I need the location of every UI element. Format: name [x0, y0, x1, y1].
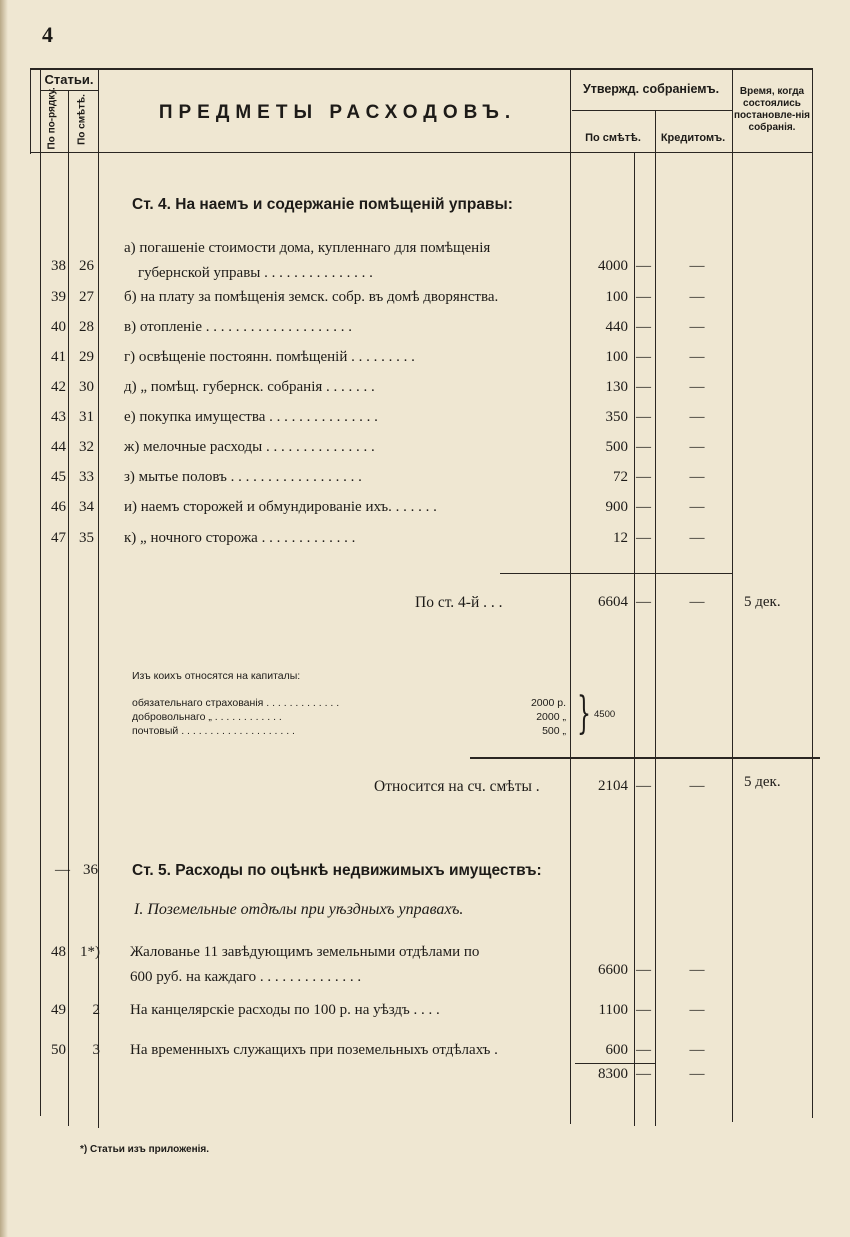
row-description	[130, 998, 574, 1023]
page-edge	[0, 0, 8, 1237]
row-amount: 130	[605, 379, 628, 395]
row-number: 46	[51, 499, 66, 515]
row-smeta-number: 28	[79, 319, 94, 335]
row-dash-1: —	[636, 409, 651, 425]
row-amount: 100	[605, 349, 628, 365]
section-5-subtotal: 8300	[598, 1066, 628, 1082]
row-dash-2: —	[689, 1002, 705, 1018]
row-smeta-number: 33	[79, 469, 94, 485]
row-amount: 6600	[598, 962, 628, 978]
smeta-date: 5 дек.	[744, 774, 781, 790]
row-smeta-number: 26	[79, 258, 94, 274]
row-smeta-number: 31	[79, 409, 94, 425]
section-5-num-2: 36	[83, 862, 98, 878]
row-description-line-1: г) освѣщеніе постоянн. помѣщеній . . . . . . . . .	[124, 349, 415, 365]
row-description	[124, 405, 568, 430]
row-description	[130, 1038, 574, 1063]
row-description-line-1: и) наемъ сторожей и обмундированіе ихъ. . . . . . .	[124, 499, 437, 515]
row-dash-1: —	[636, 469, 651, 485]
capital-brace: }	[577, 688, 591, 739]
row-description	[124, 375, 568, 400]
row-description	[124, 236, 568, 286]
section-5-subtitle: I. Поземельные отдѣлы при уѣздныхъ управахъ.	[134, 901, 464, 918]
row-smeta-number: 27	[79, 289, 94, 305]
row-dash-1: —	[636, 289, 651, 305]
row-amount: 100	[605, 289, 628, 305]
capitals-total: 4500	[594, 709, 616, 720]
row-dash-1: —	[636, 1042, 651, 1058]
row-description-line-2: губернской управы . . . . . . . . . . . . . . .	[138, 265, 373, 281]
row-description-line-2: 600 руб. на каждаго . . . . . . . . . . . . . .	[130, 969, 362, 985]
capital-label: добровольнаго „ . . . . . . . . . . . .	[132, 711, 282, 723]
header-title: ПРЕДМЕТЫ РАСХОДОВЪ.	[158, 102, 517, 123]
row-description	[124, 526, 568, 551]
section-5-title: Ст. 5. Расходы по оцѣнкѣ недвижимыхъ имуществъ:	[132, 862, 542, 879]
header-po-smete: По смѣтѣ.	[76, 94, 88, 145]
row-dash-2: —	[689, 499, 705, 515]
section-4-total-dash-1: —	[636, 594, 651, 610]
row-number: 43	[51, 409, 66, 425]
page-number: 4	[42, 22, 53, 47]
row-dash-1: —	[636, 258, 651, 274]
row-description-line-1: в) отопленіе . . . . . . . . . . . . . . . . . . . .	[124, 319, 353, 335]
capital-label: почтовый . . . . . . . . . . . . . . . . . . . .	[132, 725, 295, 737]
row-number: 42	[51, 379, 66, 395]
smeta-dash-1: —	[636, 778, 651, 794]
row-dash-1: —	[636, 439, 651, 455]
row-amount: 72	[613, 469, 628, 485]
capital-value: 500 „	[542, 725, 566, 737]
section-4-total-dash-2: —	[689, 594, 705, 610]
row-smeta-number: 1*)	[80, 944, 100, 960]
row-number: 38	[51, 258, 66, 274]
row-amount: 4000	[598, 258, 628, 274]
row-dash-1: —	[636, 530, 651, 546]
header-po-smete-col: По смѣтѣ.	[585, 132, 641, 144]
row-dash-2: —	[689, 409, 705, 425]
row-description	[124, 495, 568, 520]
row-description	[124, 435, 568, 460]
row-smeta-number: 3	[92, 1042, 100, 1058]
smeta-dash-2: —	[689, 778, 705, 794]
section-5-subtotal-dash-2: —	[689, 1066, 705, 1082]
row-description-line-1: ж) мелочные расходы . . . . . . . . . . . . . . .	[124, 439, 375, 455]
row-number: 40	[51, 319, 66, 335]
row-number: 39	[51, 289, 66, 305]
section-4-title: Ст. 4. На наемъ и содержаніе помѣщеній управы:	[132, 196, 513, 213]
row-description-line-1: к) „ ночного сторожа . . . . . . . . . . . . .	[124, 530, 356, 546]
row-amount: 12	[613, 530, 628, 546]
header-statii: Статьи.	[44, 72, 94, 87]
row-smeta-number: 2	[92, 1002, 100, 1018]
capital-heading: Изъ коихъ относятся на капиталы:	[132, 670, 301, 682]
row-dash-2: —	[689, 319, 705, 335]
header-kreditom: Кредитомъ.	[660, 132, 726, 144]
row-dash-2: —	[689, 289, 705, 305]
row-dash-2: —	[689, 530, 705, 546]
row-number: 44	[51, 439, 66, 455]
capital-label: обязательнаго страхованія . . . . . . . . . . . . .	[132, 697, 340, 709]
row-description-line-1: б) на плату за помѣщенія земск. собр. въ домѣ дворянства.	[124, 289, 499, 305]
row-number: 50	[51, 1042, 66, 1058]
section-4-total-amount: 6604	[598, 594, 628, 610]
capital-value: 2000 „	[536, 711, 566, 723]
row-dash-2: —	[689, 962, 705, 978]
row-number: 45	[51, 469, 66, 485]
smeta-amount: 2104	[598, 778, 628, 794]
row-amount: 600	[605, 1042, 628, 1058]
section-4-total-date: 5 дек.	[744, 594, 781, 610]
header-utverzhd: Утвержд. собраніемъ.	[582, 82, 720, 96]
row-description	[124, 465, 568, 490]
capital-value: 2000 р.	[530, 697, 566, 709]
row-dash-2: —	[689, 469, 705, 485]
row-amount: 900	[605, 499, 628, 515]
row-description-line-1: з) мытье половъ . . . . . . . . . . . . . . . . . .	[124, 469, 362, 485]
row-description-line-1: е) покупка имущества . . . . . . . . . . . . . . .	[124, 409, 378, 425]
row-amount: 1100	[598, 1002, 628, 1018]
row-amount: 500	[605, 439, 628, 455]
row-smeta-number: 32	[79, 439, 94, 455]
row-description-line-1: На временныхъ служащихъ при поземельныхъ отдѣлахъ .	[130, 1042, 498, 1058]
row-description	[124, 345, 568, 370]
row-dash-2: —	[689, 1042, 705, 1058]
row-description	[124, 315, 568, 340]
smeta-label: Относится на сч. смѣты .	[374, 778, 540, 795]
section-5-subtotal-dash-1: —	[636, 1066, 651, 1082]
row-smeta-number: 35	[79, 530, 94, 546]
header-vremya: Время, когда состоялись постановле-нія собранія.	[734, 86, 810, 133]
header-po-poryadku: По по-рядку.	[46, 87, 58, 150]
row-amount: 440	[605, 319, 628, 335]
row-dash-2: —	[689, 349, 705, 365]
row-dash-1: —	[636, 499, 651, 515]
row-dash-1: —	[636, 1002, 651, 1018]
row-smeta-number: 30	[79, 379, 94, 395]
row-dash-1: —	[636, 962, 651, 978]
row-description	[130, 940, 574, 990]
row-dash-2: —	[689, 258, 705, 274]
row-number: 41	[51, 349, 66, 365]
row-description-line-1: Жалованье 11 завѣдующимъ земельными отдѣлами по	[130, 944, 480, 960]
row-amount: 350	[605, 409, 628, 425]
row-number: 48	[51, 944, 66, 960]
section-5-num-1: —	[55, 862, 70, 878]
row-dash-2: —	[689, 379, 705, 395]
row-description-line-1: д) „ помѣщ. губернск. собранія . . . . . . .	[124, 379, 375, 395]
row-description-line-1: На канцелярскіе расходы по 100 р. на уѣздъ . . . .	[130, 1002, 440, 1018]
row-number: 49	[51, 1002, 66, 1018]
row-dash-1: —	[636, 379, 651, 395]
row-dash-1: —	[636, 319, 651, 335]
footnote: *) Статьи изъ приложенія.	[80, 1144, 210, 1155]
row-description-line-1: а) погашеніе стоимости дома, купленнаго для помѣщенія	[124, 240, 491, 256]
row-dash-2: —	[689, 439, 705, 455]
row-smeta-number: 34	[79, 499, 94, 515]
row-number: 47	[51, 530, 66, 546]
section-4-total-label: По ст. 4-й . . .	[415, 594, 503, 611]
row-smeta-number: 29	[79, 349, 94, 365]
row-description	[124, 285, 568, 310]
row-dash-1: —	[636, 349, 651, 365]
